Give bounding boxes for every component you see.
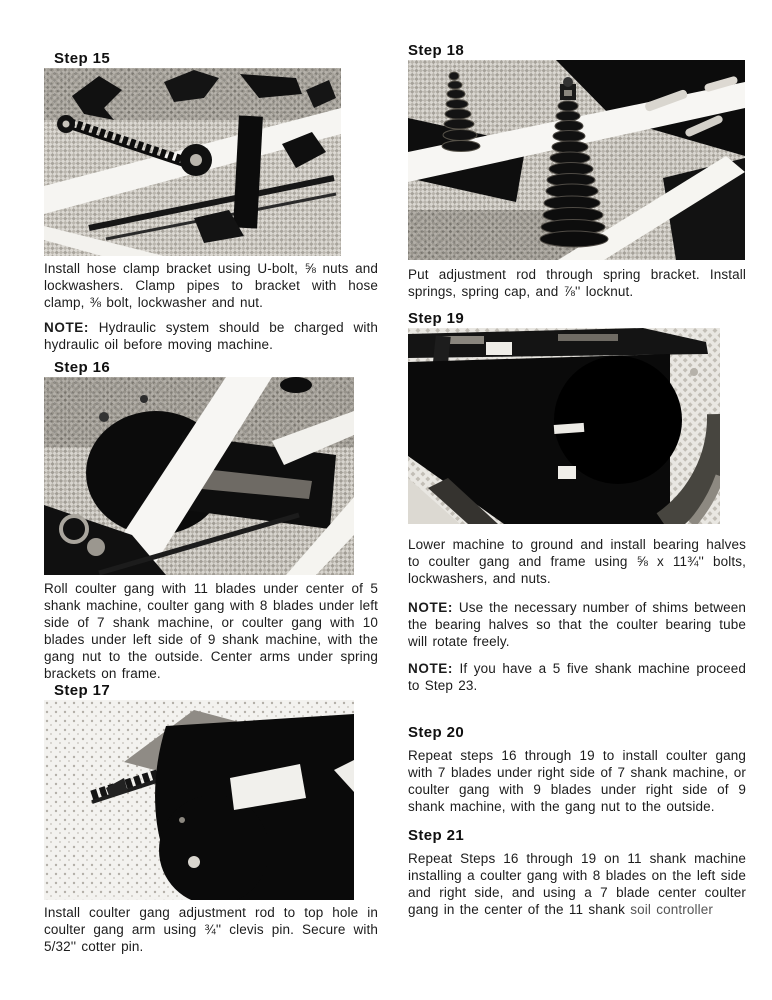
step-20-paragraph: Repeat steps 16 through 19 to install coulter gang with 7 blades under right side of 7 shank machine, or coulter gang with 9 blades under right side of 9 shank machine, with the gang nut to the outside. <box>408 748 746 814</box>
step-15-photo <box>44 68 378 256</box>
machinery-halftone-image <box>408 60 745 260</box>
step-18-paragraph: Put adjustment rod through spring bracket. Install springs, spring cap, and ⅞'' locknut. <box>408 267 746 299</box>
machinery-halftone-image <box>44 68 341 256</box>
step-20-heading: Step 20 <box>408 724 465 741</box>
step-16-heading: Step 16 <box>54 359 111 376</box>
paragraph-text: Repeat Steps 16 through 19 on 11 shank machine installing a coulter gang with 8 blades on the left side and right side, and using a 7 blade center coulter gang in the center of the 11 shank <box>408 851 746 917</box>
step-19-photo <box>408 328 746 524</box>
step-15-heading: Step 15 <box>54 50 111 67</box>
note-label: NOTE: <box>408 600 453 615</box>
step-19-paragraph: Lower machine to ground and install bearing halves to coulter gang and frame using ⅝ x 11¾'' bolts, lockwashers, and nuts. <box>408 537 746 586</box>
step-16-paragraph: Roll coulter gang with 11 blades under center of 5 shank machine, coulter gang with 8 blades under left side of 7 shank machine, or coulter gang with 10 blades under left side of 9 shank machine, with the gang nut to the outside. Center arms under spring brackets on frame. <box>44 581 378 681</box>
step-17-photo <box>44 700 378 900</box>
step-15-paragraph: Install hose clamp bracket using U-bolt, ⅝ nuts and lockwashers. Clamp pipes to bracket with hose clamp, ⅜ bolt, lockwasher and nut. <box>44 261 378 310</box>
machinery-halftone-image <box>408 328 720 524</box>
note-text: Use the necessary number of shims between the bearing halves so that the coulter bearing tube will rotate freely. <box>408 600 746 649</box>
step-19-note-2 <box>408 660 746 694</box>
step-15-note <box>44 319 378 353</box>
note-label: NOTE: <box>44 320 89 335</box>
note-text: If you have a 5 five shank machine proceed to Step 23. <box>408 661 746 693</box>
step-16-photo <box>44 377 378 575</box>
step-17-heading: Step 17 <box>54 682 111 699</box>
paragraph-tail-text: soil controller <box>630 902 714 917</box>
column-left <box>44 50 378 955</box>
machinery-halftone-image <box>44 377 354 575</box>
column-right <box>408 42 746 918</box>
step-21-paragraph <box>408 850 746 918</box>
step-17-paragraph: Install coulter gang adjustment rod to top hole in coulter gang arm using ¾'' clevis pin. Secure with 5/32'' cotter pin. <box>44 905 378 954</box>
step-19-heading: Step 19 <box>408 310 465 327</box>
step-19-note-1 <box>408 599 746 650</box>
machinery-halftone-image <box>44 700 354 900</box>
note-text: Hydraulic system should be charged with hydraulic oil before moving machine. <box>44 320 378 352</box>
step-21-heading: Step 21 <box>408 827 465 844</box>
note-label: NOTE: <box>408 661 453 676</box>
step-18-photo <box>408 60 746 260</box>
step-18-heading: Step 18 <box>408 42 465 59</box>
